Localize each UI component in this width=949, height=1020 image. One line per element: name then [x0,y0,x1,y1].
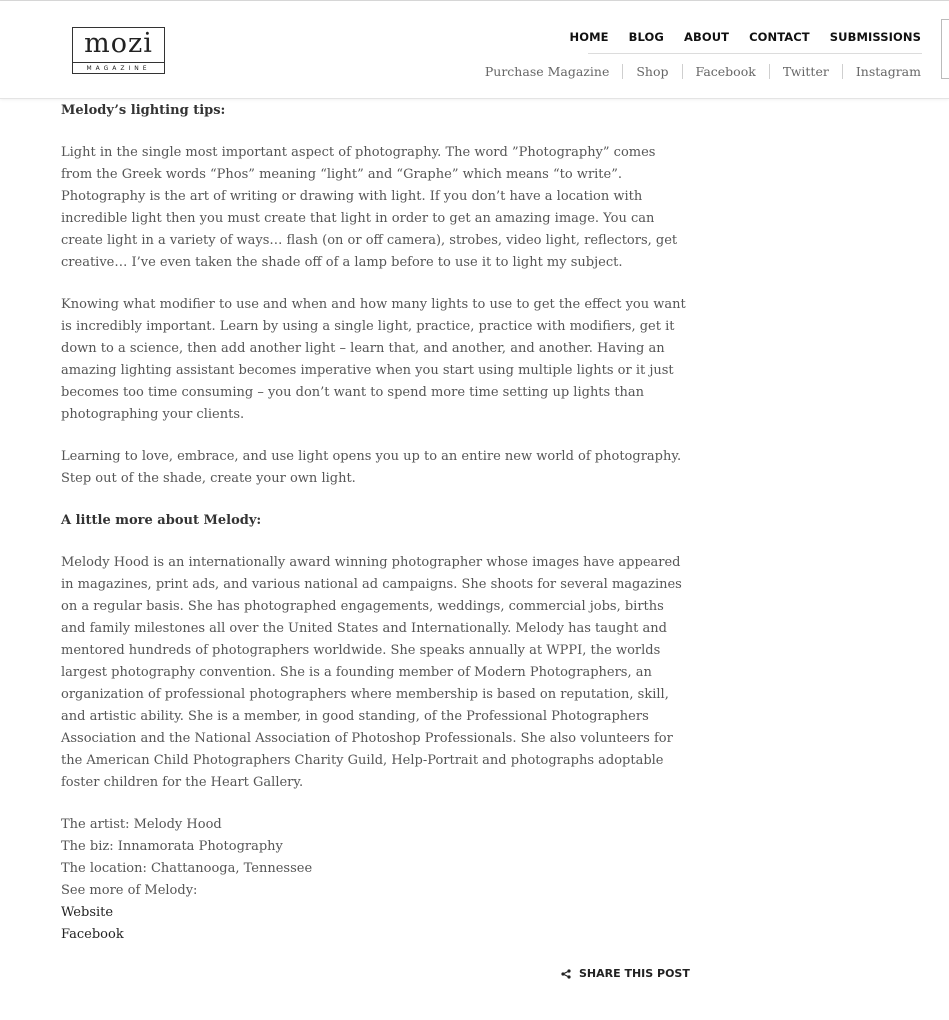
biz-line: The biz: Innamorata Photography [61,839,283,854]
site-header [0,1,949,99]
nav-about[interactable]: ABOUT [683,30,730,44]
nav-twitter[interactable]: Twitter [769,64,842,79]
site-logo[interactable] [72,27,165,74]
share-icon [561,969,571,979]
search-toggle-edge[interactable] [941,19,949,79]
article-paragraph: Melody Hood is an internationally award winning photographer whose images have appeared in magazines, print ads, and various national ad campaigns. She shoots for several magazines on a regular basis. She has photographed engagements, weddings, commercial jobs, births and family milestones all over the United States and Internationally. Melody has taught and mentored hundreds of photographers worldwide. She speaks annually at WPPI, the worlds largest photography convention. She is a founding member of Modern Photographers, an organization of professional photographers where membership is based on reputation, skill, and artistic ability. She is a member, in good standing, of the Professional Photographers Association and the National Association of Photoshop Professionals. She also volunteers for the American Child Photographers Charity Guild, Help-Portrait and photographs adoptable foster children for the Heart Gallery. [61,555,682,790]
article-paragraph: Knowing what modifier to use and when and how many lights to use to get the effect you want is incredibly important. Learn by using a single light, practice, practice with modifiers, get it down to a science, then add another light – learn that, and another, and another. Having an amazing lighting assistant becomes imperative when you start using multiple lights or it just becomes too time consuming – you don’t want to spend more time setting up lights than photographing your clients. [61,297,686,422]
primary-nav [570,30,921,44]
see-more-line: See more of Melody: [61,883,198,898]
article-paragraph: Learning to love, embrace, and use light opens you up to an entire new world of photography. Step out of the shade, create your own light. [61,449,682,486]
article-body [61,100,686,946]
lighting-tips-heading: Melody’s lighting tips: [61,103,226,118]
nav-instagram[interactable]: Instagram [842,64,921,79]
logo-word: mozi [84,28,153,59]
artist-line: The artist: Melody Hood [61,817,222,832]
facebook-link[interactable]: Facebook [61,927,124,942]
share-label: SHARE THIS POST [579,967,690,980]
location-line: The location: Chattanooga, Tennessee [61,861,313,876]
share-post-button[interactable] [561,967,690,980]
nav-facebook[interactable]: Facebook [682,64,769,79]
nav-purchase-magazine[interactable]: Purchase Magazine [484,63,610,79]
about-melody-heading: A little more about Melody: [61,513,262,528]
nav-contact[interactable]: CONTACT [749,30,810,44]
secondary-nav [485,63,921,79]
artist-details [61,814,686,946]
nav-home[interactable]: HOME [569,30,609,44]
logo-subtitle: MAGAZINE [73,62,164,74]
nav-divider [588,53,922,54]
article-paragraph: Light in the single most important aspect of photography. The word ”Photography” comes from the Greek words “Phos” meaning “light” and “Graphe” which means “to write”. Photography is the art of writing or drawing with light. If you don’t have a location with incredible light then you must create that light in order to get an amazing image. You can create light in a variety of ways… flash (on or off camera), strobes, video light, reflectors, get creative… I’ve even taken the shade off of a lamp before to use it to light my subject. [61,145,678,270]
nav-shop[interactable]: Shop [622,64,681,79]
website-link[interactable]: Website [61,905,114,920]
nav-submissions[interactable]: SUBMISSIONS [829,30,921,44]
nav-blog[interactable]: BLOG [628,30,664,44]
